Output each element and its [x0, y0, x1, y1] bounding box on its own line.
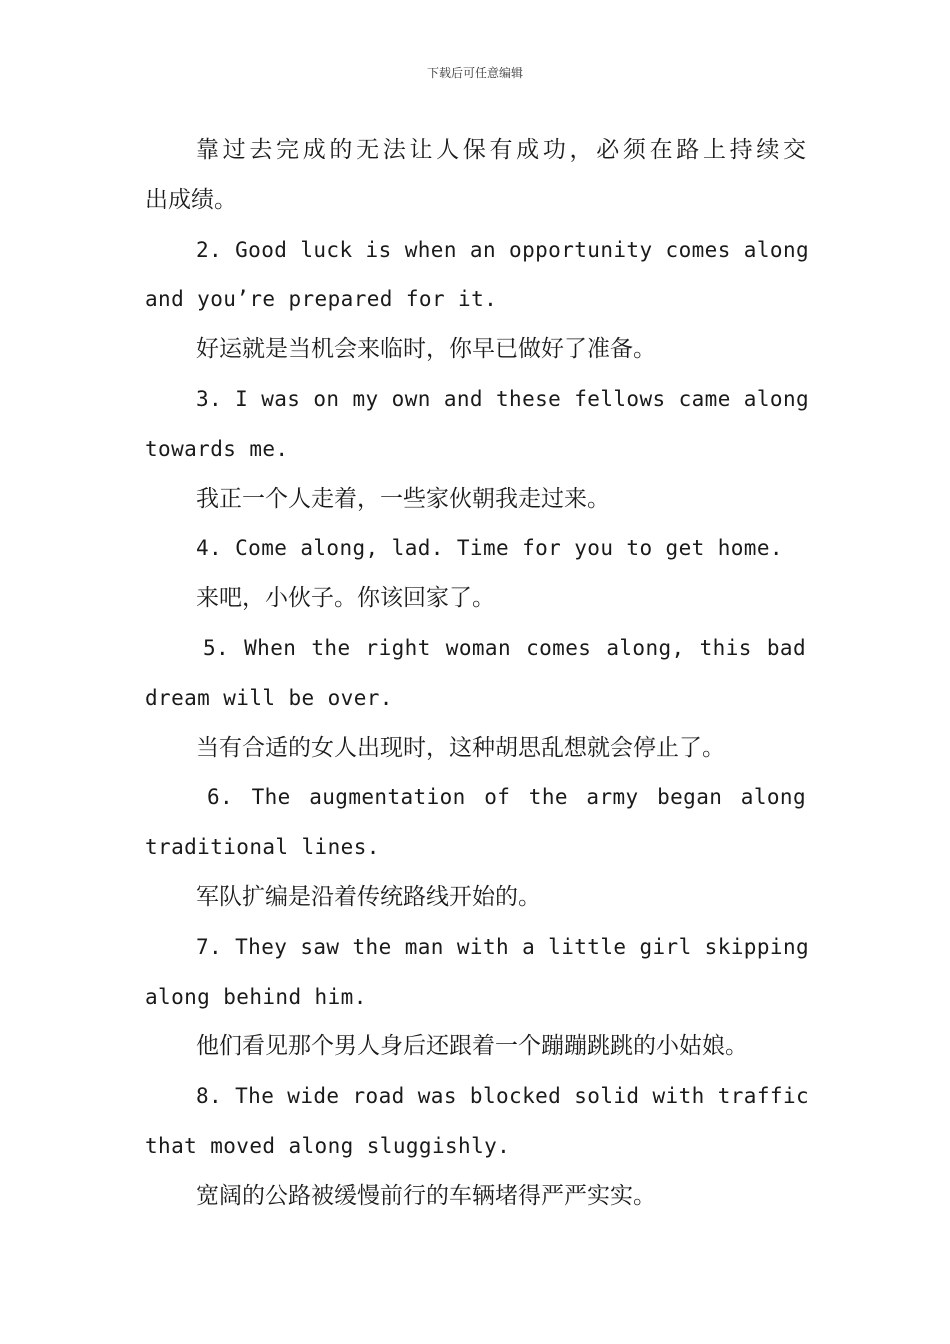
text-line: 宽阔的公路被缓慢前行的车辆堵得严严实实。 — [196, 1182, 656, 1209]
text-line: 5. When the right woman comes along, this bad — [203, 635, 806, 660]
text-line: 6. The augmentation of the army began along — [207, 785, 806, 810]
text-line: 来吧，小伙子。你该回家了。 — [196, 585, 495, 612]
text-line: dream will be over. — [145, 685, 393, 710]
text-line: 4. Come along, lad. Time for you to get home. — [196, 536, 783, 561]
text-line: along behind him. — [145, 984, 367, 1009]
page-header: 下载后可任意编辑 — [426, 66, 523, 80]
text-line: and you’re prepared for it. — [145, 287, 498, 312]
text-line: 出成绩。 — [145, 186, 237, 213]
text-line: 3. I was on my own and these fellows came along — [196, 386, 810, 411]
text-line: traditional lines. — [145, 835, 380, 860]
text-line: 我正一个人走着，一些家伙朝我走过来。 — [196, 485, 610, 512]
text-line: 他们看见那个男人身后还跟着一个蹦蹦跳跳的小姑娘。 — [196, 1033, 748, 1060]
text-line: 8. The wide road was blocked solid with traffic — [196, 1084, 810, 1109]
text-line: towards me. — [145, 436, 289, 461]
text-line: 当有合适的女人出现时，这种胡思乱想就会停止了。 — [196, 734, 725, 761]
document-body — [145, 126, 810, 1222]
text-line: 靠过去完成的无法让人保有成功，必须在路上持续交 — [196, 137, 806, 163]
text-line: that moved along sluggishly. — [145, 1133, 511, 1158]
text-line: 好运就是当机会来临时，你早已做好了准备。 — [196, 336, 656, 363]
text-line: 军队扩编是沿着传统路线开始的。 — [196, 883, 541, 910]
text-line: 7. They saw the man with a little girl skipping — [196, 934, 810, 959]
text-line: 2. Good luck is when an opportunity comes along — [196, 237, 810, 262]
